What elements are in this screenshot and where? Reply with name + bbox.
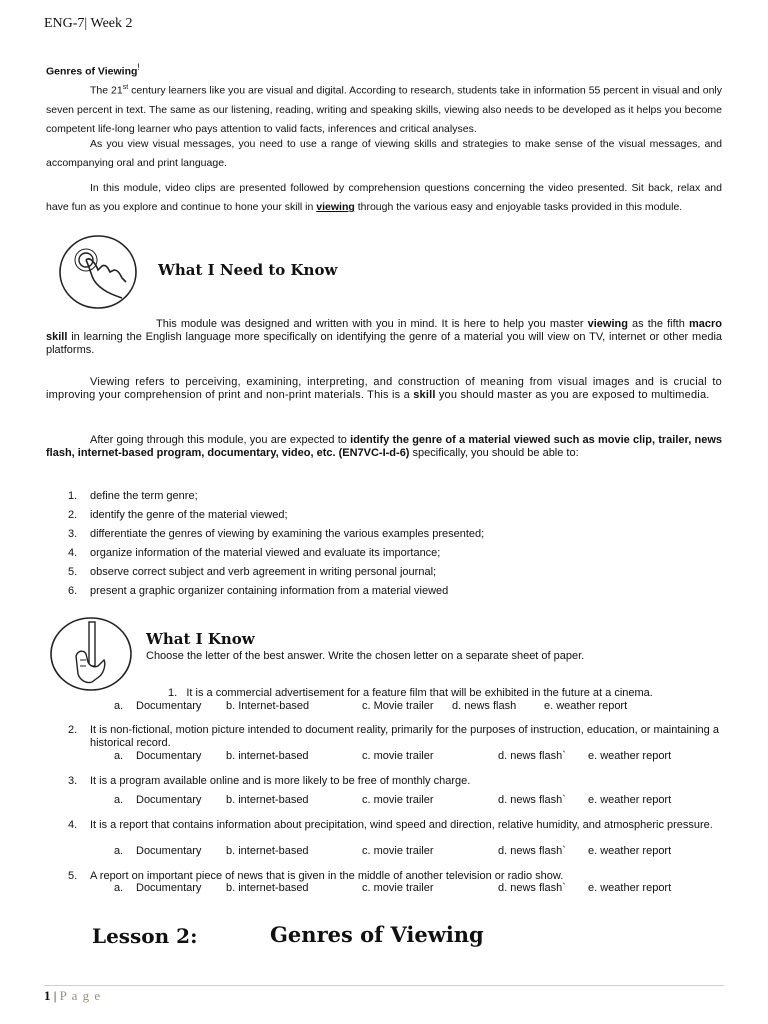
page-footer [44, 988, 101, 1004]
option-text: e. weather report [588, 882, 672, 894]
option-text: b. internet-based [226, 794, 309, 806]
option-text: Documentary [136, 882, 202, 894]
option-text: e. weather report [588, 750, 672, 762]
question-number: 4. [68, 819, 78, 831]
ntk-p1-b: viewing [587, 318, 628, 330]
list-item-number: 1. [68, 490, 78, 502]
question-1-options [0, 700, 768, 714]
option-text: c. movie trailer [362, 882, 434, 894]
option-text: c. movie trailer [362, 750, 434, 762]
option-text: b. Internet-based [226, 700, 310, 712]
option-letter: a. [114, 750, 124, 762]
list-item [68, 490, 708, 509]
option-text: e. weather report [588, 794, 672, 806]
ntk-p1-a: This module was designed and written with you in mind. It is here to help you master [156, 318, 588, 330]
list-item [68, 585, 708, 604]
intro-title [46, 62, 140, 78]
footer-divider [44, 985, 724, 986]
need-to-know-paragraph-1 [46, 318, 722, 357]
option-letter: a. [114, 882, 124, 894]
question-text: It is a commercial advertisement for a feature film that will be exhibited in the future at a cinema. [186, 687, 653, 699]
lesson-label: Lesson 2: [92, 924, 198, 948]
option-letter: a. [114, 700, 124, 712]
option-text: Documentary [136, 845, 202, 857]
question-text: It is a program available online and is more likely to be free of monthly charge. [90, 775, 471, 787]
list-item-number: 4. [68, 547, 78, 559]
ntk-p2-b: skill [413, 389, 436, 401]
question-number: 2. [68, 724, 78, 736]
page-separator: | [50, 988, 60, 1003]
option-text: Documentary [136, 700, 202, 712]
running-head: ENG-7| Week 2 [44, 16, 133, 31]
page-word: P a g e [59, 988, 102, 1003]
list-item-text: identify the genre of the material viewed; [90, 509, 288, 521]
intro-p1-start: The 21 [90, 84, 123, 97]
option-text: c. Movie trailer [362, 700, 434, 712]
question-4-options [0, 845, 768, 859]
question-number: 1. [168, 687, 178, 699]
ntk-p3-c: specifically, you should be able to: [409, 447, 579, 459]
list-item-number: 6. [68, 585, 78, 597]
option-text: d. news flash` [498, 882, 566, 894]
question-text: A report on important piece of news that is given in the middle of another television or radio show. [90, 870, 564, 882]
option-text: e. weather report [588, 845, 672, 857]
option-text: b. internet-based [226, 750, 309, 762]
option-text: Documentary [136, 750, 202, 762]
intro-title-mark: ! [137, 62, 140, 72]
option-text: b. internet-based [226, 845, 309, 857]
option-text: b. internet-based [226, 882, 309, 894]
what-i-know-heading: What I Know [146, 630, 255, 648]
list-item [68, 566, 708, 585]
option-text: c. movie trailer [362, 845, 434, 857]
ntk-p3-b: identify the genre of a material viewed such as movie clip, trailer, news flash, internet-based program, documentary, video, etc. (EN7VC-I-d-6) [46, 434, 722, 459]
option-text: d. news flash` [498, 794, 566, 806]
need-to-know-paragraph-2 [46, 376, 722, 402]
question-5-options [0, 882, 768, 896]
question-2-options [0, 750, 768, 764]
intro-p3-rest: through the various easy and enjoyable tasks provided in this module. [354, 201, 683, 213]
intro-p1-rest: century learners like you are visual and digital. According to research, students take in information 55 percent in visual and only seven percent in text. The same as our listening, reading, writing and speaking skills, viewing also needs to be developed as it helps you become competent life-long learner who pays attention to valid facts, inferences and critical analyses. [46, 84, 722, 135]
ntk-p1-c: as the fifth [627, 318, 689, 330]
option-letter: a. [114, 794, 124, 806]
intro-paragraph-1 [46, 78, 722, 139]
what-i-know-instruction: Choose the letter of the best answer. Write the chosen letter on a separate sheet of paper. [146, 650, 585, 662]
list-item-number: 3. [68, 528, 78, 540]
question-4 [68, 819, 728, 832]
list-item-text: differentiate the genres of viewing by examining the various examples presented; [90, 528, 485, 540]
intro-p1-sup: st [122, 84, 129, 91]
intro-paragraph-2: As you view visual messages, you need to use a range of viewing skills and strategies to make sense of the visual messages, and accompanying oral and print language. [46, 138, 722, 169]
option-text: d. news flash` [498, 845, 566, 857]
intro-p3-start: In this module, video clips are presented followed by comprehension questions concerning the video presented. Sit back, relax and have fun as you explore and continue to hone your skill in [46, 182, 722, 213]
list-item-number: 2. [68, 509, 78, 521]
option-text: d. news flash` [498, 750, 566, 762]
list-item-number: 5. [68, 566, 78, 578]
hand-pencil-icon [46, 616, 136, 692]
list-item-text: define the term genre; [90, 490, 198, 502]
intro-title-text: Genres of Viewing [46, 65, 138, 78]
option-text: e. weather report [544, 700, 628, 712]
hand-touch-icon [52, 234, 144, 310]
list-item [68, 528, 708, 547]
objectives-list [68, 490, 708, 604]
option-text: Documentary [136, 794, 202, 806]
need-to-know-paragraph-3 [46, 434, 722, 460]
ntk-p2-a: Viewing refers to perceiving, examining, interpreting, and construction of meaning from visual images and is crucial to improving your comprehension of print and non-print materials. This is a [46, 376, 722, 401]
intro-p3-emphasis: viewing [316, 201, 355, 213]
option-text: c. movie trailer [362, 794, 434, 806]
question-number: 5. [68, 870, 78, 882]
option-text: d. news flash [452, 700, 517, 712]
question-2 [68, 724, 728, 750]
list-item-text: organize information of the material viewed and evaluate its importance; [90, 547, 441, 559]
ntk-p1-d: macro skill [46, 318, 722, 343]
list-item [68, 509, 708, 528]
question-number: 3. [68, 775, 78, 787]
ntk-p2-c: you should master as you are exposed to multimedia. [435, 389, 710, 401]
lesson-title: Genres of Viewing [270, 922, 484, 947]
ntk-p3-a: After going through this module, you are expected to [90, 434, 351, 446]
question-text: It is a report that contains information about precipitation, wind speed and direction, relative humidity, and atmospheric pressure. [90, 819, 713, 831]
page-number: 1 [44, 988, 51, 1003]
list-item [68, 547, 708, 566]
list-item-text: observe correct subject and verb agreement in writing personal journal; [90, 566, 437, 578]
need-to-know-heading: What I Need to Know [158, 261, 338, 279]
question-3 [68, 775, 728, 788]
question-1 [168, 687, 653, 699]
intro-paragraph-3 [46, 179, 722, 217]
question-3-options [0, 794, 768, 808]
question-text: It is non-fictional, motion picture intended to document reality, primarily for the purposes of instruction, education, or maintaining a historical record. [90, 724, 719, 749]
option-letter: a. [114, 845, 124, 857]
ntk-p1-e: in learning the English language more specifically on identifying the genre of a material you will view on TV, internet or other media platforms. [46, 331, 722, 356]
list-item-text: present a graphic organizer containing information from a material viewed [90, 585, 449, 597]
